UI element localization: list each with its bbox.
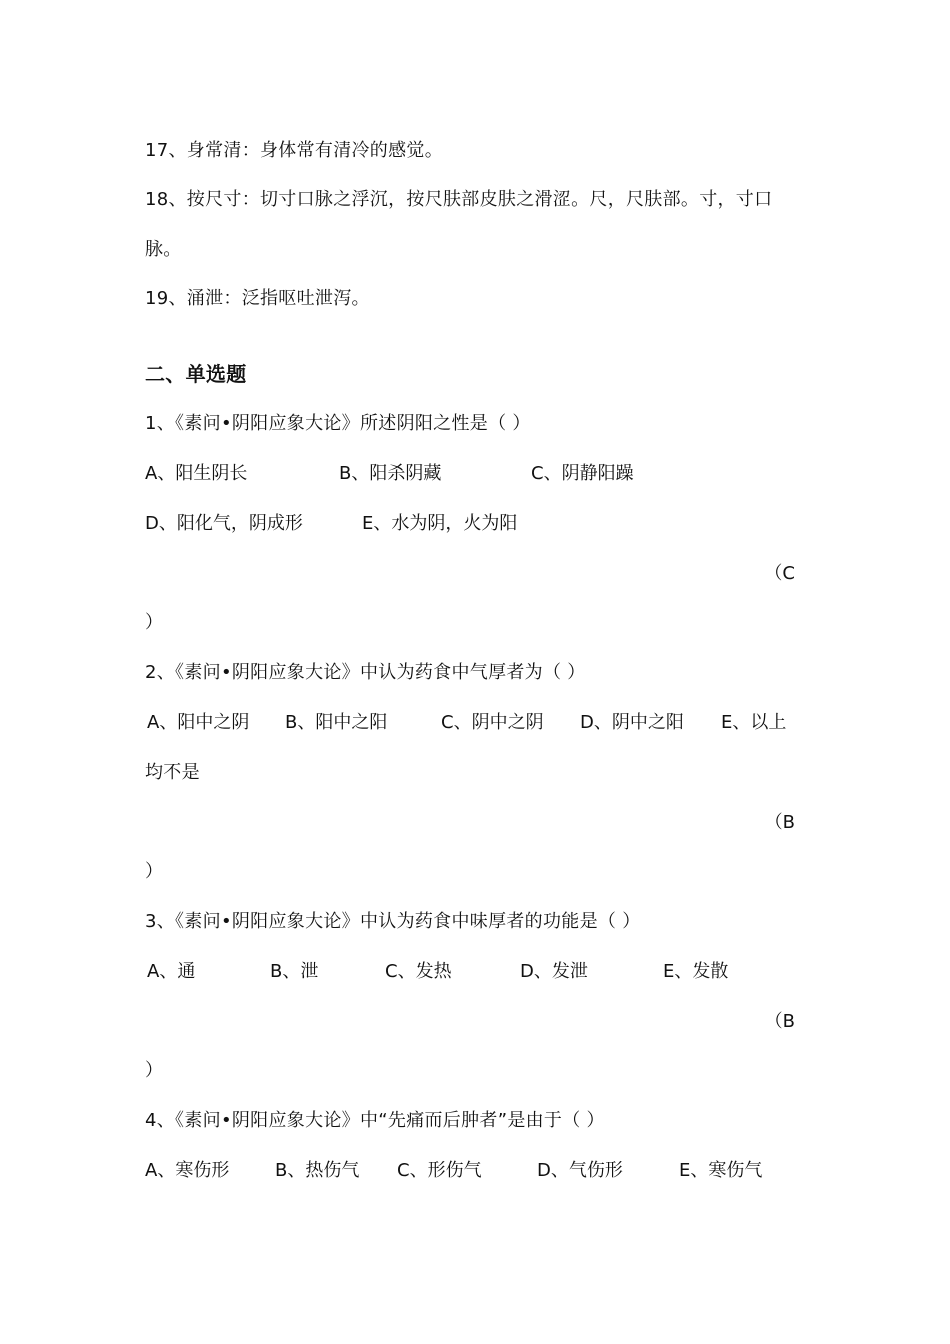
q2-answer-close: ） <box>145 861 164 882</box>
q1-answer-close: ） <box>145 612 164 633</box>
q1-option-c: C、阴静阳躁 <box>531 463 634 484</box>
question-3-stem: 3、《素问•阴阳应象大论》中认为药食中味厚者的功能是（ ） <box>145 911 641 932</box>
q3-option-b: B、泄 <box>270 961 319 982</box>
q4-option-b: B、热伤气 <box>275 1160 360 1181</box>
definition-18-line1: 18、按尺寸：切寸口脉之浮沉，按尺肤部皮肤之滑涩。尺，尺肤部。寸，寸口 <box>145 189 773 210</box>
question-2-stem: 2、《素问•阴阳应象大论》中认为药食中气厚者为（ ） <box>145 662 586 683</box>
q3-option-e: E、发散 <box>663 961 729 982</box>
definition-17: 17、身常清：身体常有清冷的感觉。 <box>145 140 444 161</box>
q2-option-e-cont: 均不是 <box>145 762 200 783</box>
question-4-stem: 4、《素问•阴阳应象大论》中“先痛而后肿者”是由于（ ） <box>145 1110 605 1131</box>
q1-option-a: A、阳生阴长 <box>145 463 248 484</box>
q2-option-b: B、阳中之阳 <box>285 712 388 733</box>
q3-option-d: D、发泄 <box>520 961 588 982</box>
q1-option-b: B、阳杀阴藏 <box>339 463 442 484</box>
q4-option-c: C、形伤气 <box>397 1160 482 1181</box>
q4-option-e: E、寒伤气 <box>679 1160 763 1181</box>
q2-option-d: D、阴中之阳 <box>580 712 684 733</box>
definition-19: 19、涌泄：泛指呕吐泄泻。 <box>145 288 370 309</box>
q4-option-d: D、气伤形 <box>537 1160 623 1181</box>
q1-option-e: E、水为阴，火为阳 <box>362 513 518 534</box>
q2-option-e: E、以上 <box>721 712 787 733</box>
q4-option-a: A、寒伤形 <box>145 1160 230 1181</box>
q1-option-d: D、阳化气，阴成形 <box>145 513 303 534</box>
question-1-stem: 1、《素问•阴阳应象大论》所述阴阳之性是（ ） <box>145 413 531 434</box>
q3-option-a: A、通 <box>147 961 196 982</box>
q3-option-c: C、发热 <box>385 961 452 982</box>
q3-answer-close: ） <box>145 1060 164 1081</box>
q1-answer-open: （C <box>764 563 795 584</box>
definition-18-line2: 脉。 <box>145 239 182 260</box>
q2-option-c: C、阴中之阴 <box>441 712 544 733</box>
q3-answer-open: （B <box>764 1011 795 1032</box>
section-title: 二、单选题 <box>145 362 247 386</box>
q2-answer-open: （B <box>764 812 795 833</box>
q2-option-a: A、阳中之阴 <box>147 712 250 733</box>
